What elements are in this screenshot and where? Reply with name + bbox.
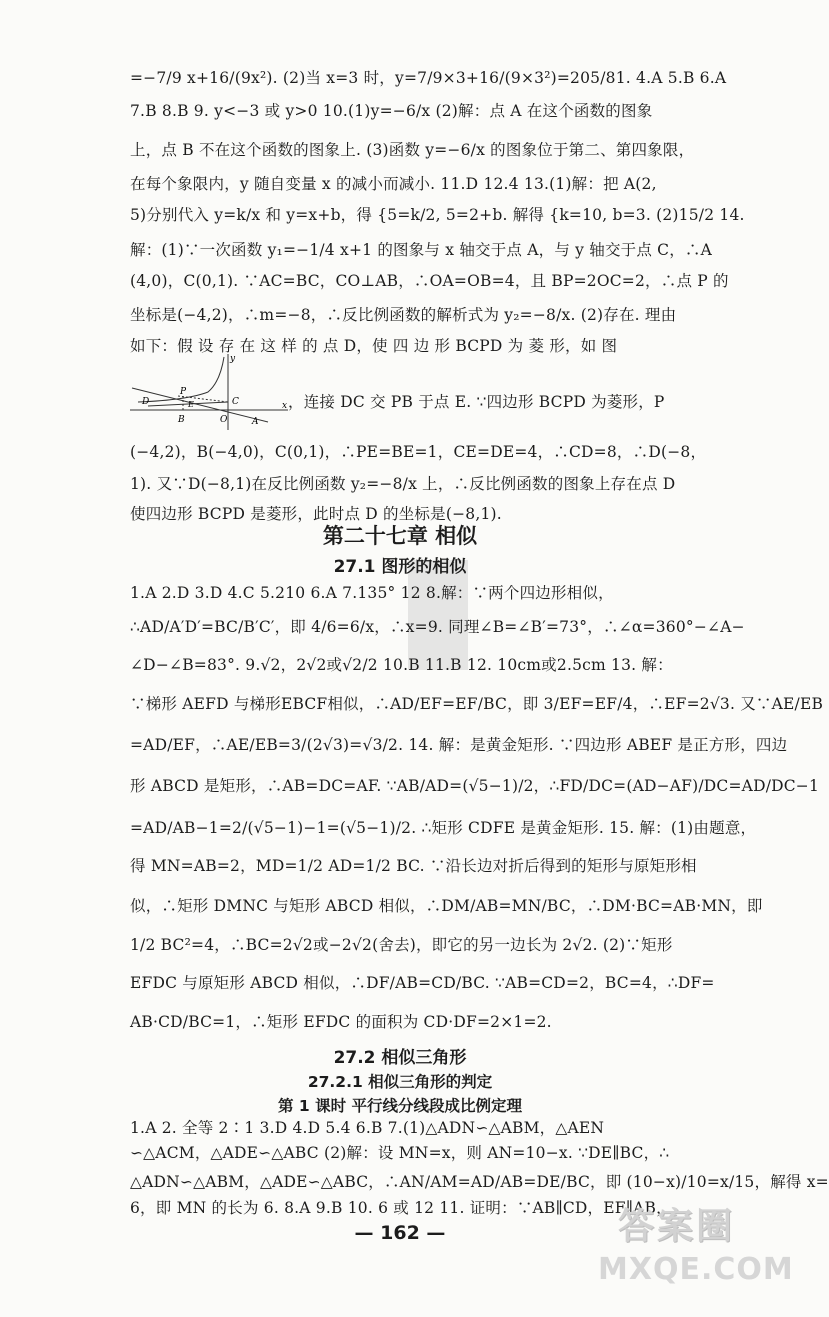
- text-line: 解：(1)∵一次函数 y₁=−1/4 x+1 的图象与 x 轴交于点 A，与 y 轴交于点 C，∴A: [130, 241, 713, 259]
- watermark-url: MXQE.COM: [598, 1252, 794, 1287]
- label-c: C: [232, 397, 239, 407]
- text-line: EFDC 与原矩形 ABCD 相似，∴DF/AB=CD/BC. ∵AB=CD=2，BC=4，∴DF=: [130, 974, 715, 992]
- figure-caption-line: ，连接 DC 交 PB 于点 E. ∵四边形 BCPD 为菱形，P: [288, 393, 665, 411]
- text-line: 上，点 B 不在这个函数的图象上. (3)函数 y=−6/x 的图象位于第二、第四象限，: [130, 141, 695, 159]
- text-line: (4,0)，C(0,1). ∵AC=BC，CO⊥AB，∴OA=OB=4，且 BP=2OC=2，∴点 P 的: [130, 272, 729, 290]
- label-x: x: [282, 401, 288, 411]
- text-line: =AD/EF，∴AE/EB=3/(2√3)=√3/2. 14. 解：是黄金矩形. ∵四边形 ABEF 是正方形，四边: [130, 736, 788, 754]
- text-line: 1.A 2. 全等 2∶1 3.D 4.D 5.4 6.B 7.(1)△ADN∽△ABM，△AEN: [130, 1119, 605, 1137]
- text-line: 7.B 8.B 9. y<−3 或 y>0 10.(1)y=−6/x (2)解：点 A 在这个函数的图象: [130, 102, 653, 120]
- text-line: 似，∴矩形 DMNC 与矩形 ABCD 相似，∴DM/AB=MN/BC，∴DM·BC=AB·MN，即: [130, 897, 763, 915]
- chapter-title: 第二十七章 相似: [322, 524, 478, 548]
- text-line: 如下：假 设 存 在 这 样 的 点 D，使 四 边 形 BCPD 为 菱 形，如 图: [130, 337, 618, 355]
- label-y: y: [230, 354, 236, 364]
- text-line: 使四边形 BCPD 是菱形，此时点 D 的坐标是(−8,1).: [130, 505, 502, 523]
- text-line: ∽△ACM，△ADE∽△ABC (2)解：设 MN=x，则 AN=10−x. ∵DE∥BC，∴: [130, 1144, 670, 1162]
- label-d: D: [142, 397, 150, 407]
- label-e: E: [188, 400, 194, 409]
- text-line: 1/2 BC²=4，∴BC=2√2或−2√2(舍去)，即它的另一边长为 2√2. (2)∵矩形: [130, 936, 673, 954]
- text-line: =−7/9 x+16/(9x²). (2)当 x=3 时，y=7/9×3+16/(9×3²)=205/81. 4.A 5.B 6.A: [130, 69, 727, 87]
- text-line: 1.A 2.D 3.D 4.C 5.210 6.A 7.135° 12 8.解：∵两个四边形相似，: [130, 584, 614, 602]
- text-line: 坐标是(−4,2)，∴m=−8，∴反比例函数的解析式为 y₂=−8/x. (2)存在. 理由: [130, 306, 677, 324]
- text-line: 形 ABCD 是矩形，∴AB=DC=AF. ∵AB/AD=(√5−1)/2，∴FD/DC=(AD−AF)/DC=AD/DC−1: [130, 777, 820, 795]
- page-number: — 162 —: [354, 1222, 446, 1244]
- label-o: O: [220, 415, 228, 425]
- text-line: 6，即 MN 的长为 6. 8.A 9.B 10. 6 或 12 11. 证明：∵AB∥CD，EF∥AB，: [130, 1199, 672, 1217]
- text-line: =AD/AB−1=2/(√5−1)−1=(√5−1)/2. ∴矩形 CDFE 是黄金矩形. 15. 解：(1)由题意，: [130, 819, 757, 837]
- text-line: 1). 又∵D(−8,1)在反比例函数 y₂=−8/x 上，∴反比例函数的图象上存在点 D: [130, 475, 676, 493]
- function-graph-figure: [128, 352, 290, 432]
- lesson-title: 第 1 课时 平行线分线段成比例定理: [278, 1097, 522, 1115]
- section-title-27-1: 27.1 图形的相似: [333, 557, 467, 577]
- text-line: 在每个象限内，y 随自变量 x 的减小而减小. 11.D 12.4 13.(1)解：把 A(2,: [130, 175, 657, 193]
- text-line: △ADN∽△ABM，△ADE∽△ABC，∴AN/AM=AD/AB=DE/BC，即 (10−x)/10=x/15，解得 x=: [130, 1173, 829, 1191]
- section-title-27-2: 27.2 相似三角形: [333, 1048, 467, 1068]
- label-a: A: [252, 417, 259, 427]
- text-line: ∴AD/A′D′=BC/B′C′，即 4/6=6/x，∴x=9. 同理∠B=∠B′=73°，∴∠α=360°−∠A−: [130, 618, 745, 636]
- text-line: ∵梯形 AEFD 与梯形EBCF相似，∴AD/EF=EF/BC，即 3/EF=EF/4，∴EF=2√3. 又∵AE/EB: [130, 695, 824, 713]
- watermark-logo: 答案圈: [618, 1206, 736, 1247]
- linear-function-line: [132, 388, 268, 422]
- subsection-title: 27.2.1 相似三角形的判定: [307, 1073, 493, 1091]
- text-line: AB·CD/BC=1，∴矩形 EFDC 的面积为 CD·DF=2×1=2.: [130, 1013, 552, 1031]
- text-line: 5)分别代入 y=k/x 和 y=x+b，得 {5=k/2, 5=2+b. 解得 {k=10, b=3. (2)15/2 14.: [130, 206, 745, 224]
- text-line: 得 MN=AB=2，MD=1/2 AD=1/2 BC. ∵沿长边对折后得到的矩形与原矩形相: [130, 857, 697, 875]
- label-p: P: [180, 387, 187, 397]
- text-line: ∠D−∠B=83°. 9.√2，2√2或√2/2 10.B 11.B 12. 10cm或2.5cm 13. 解：: [130, 656, 673, 674]
- label-b: B: [178, 415, 185, 425]
- text-line: (−4,2)，B(−4,0)，C(0,1)，∴PE=BE=1，CE=DE=4，∴CD=8，∴D(−8，: [130, 443, 707, 461]
